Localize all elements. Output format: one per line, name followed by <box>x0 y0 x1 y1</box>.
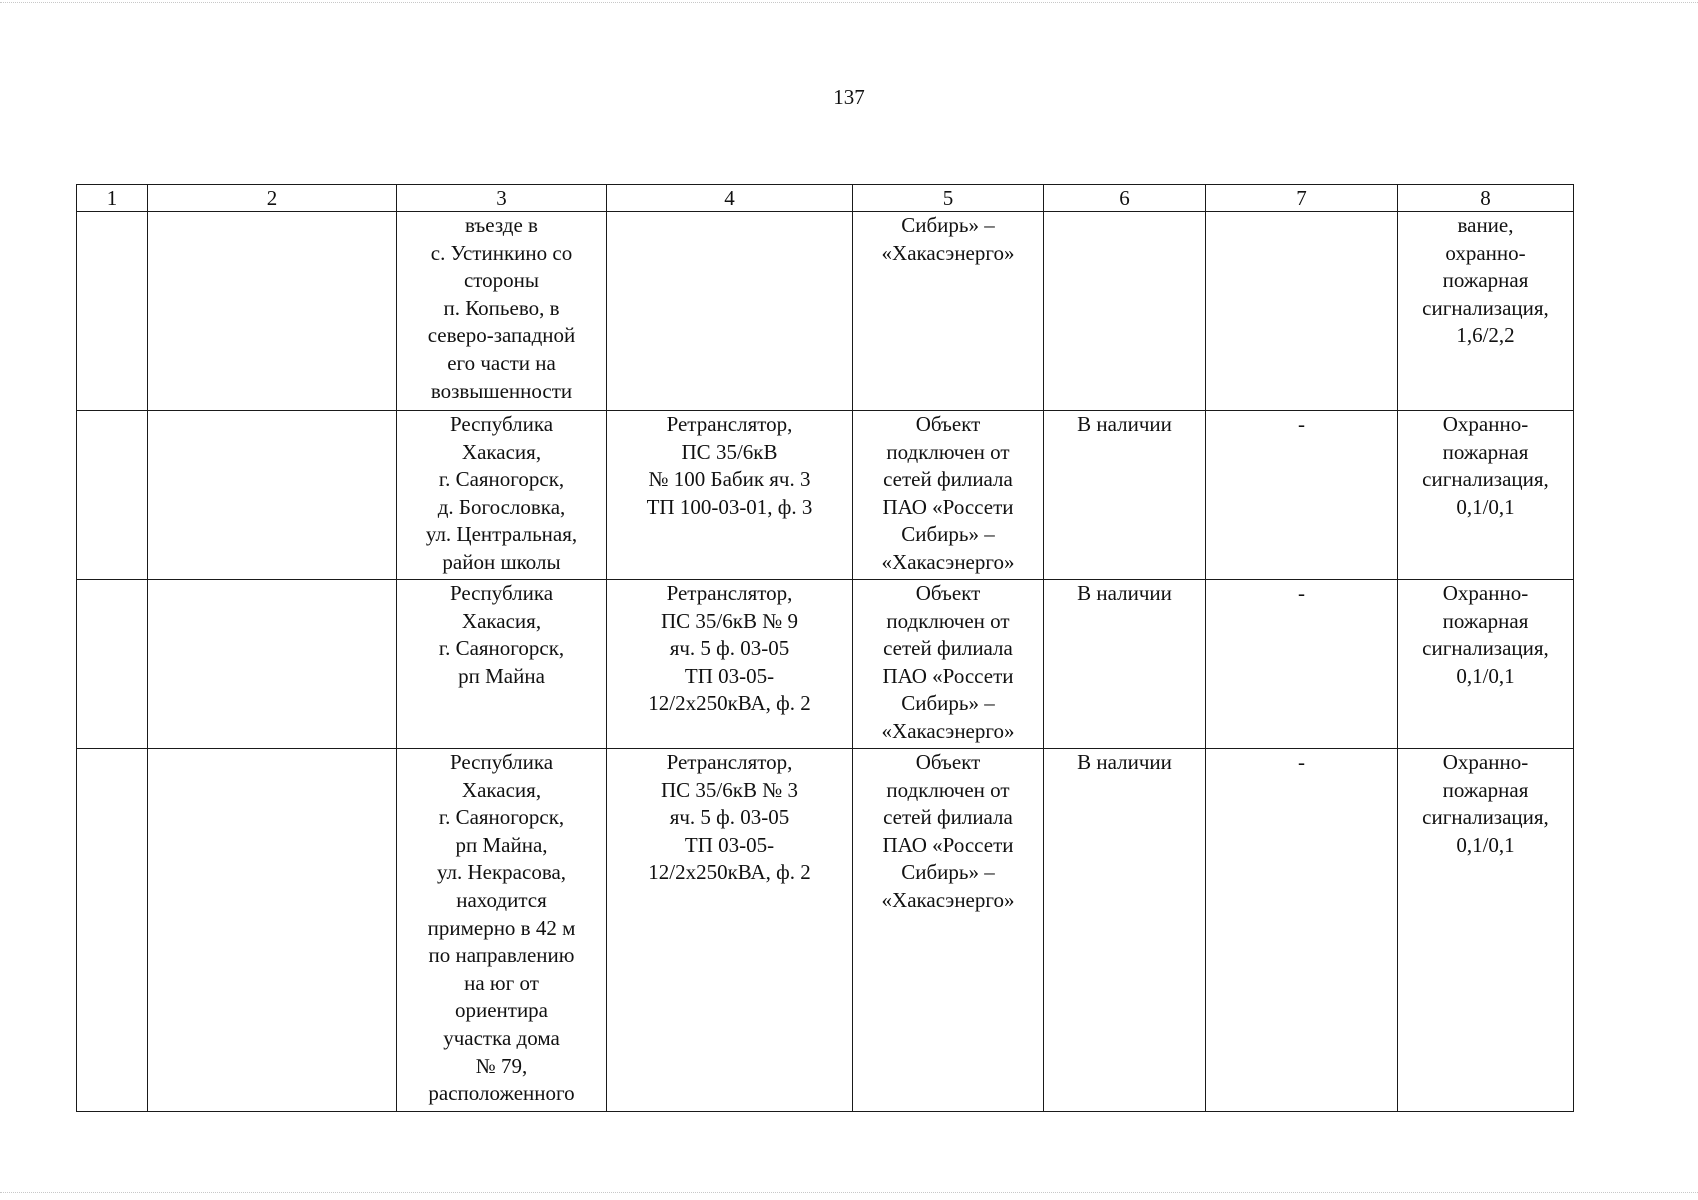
cell-address: Республика Хакасия, г. Саяногорск, рп Майна, ул. Некрасова, находится примерно в 42 м по направлению на юг от ориентира участка дома № 79, расположенного <box>397 749 607 1112</box>
column-header-6: 6 <box>1044 185 1206 212</box>
cell-power-source: Объект подключен от сетей филиала ПАО «Россети Сибирь» – «Хакасэнерго» <box>853 580 1044 749</box>
cell-address: Республика Хакасия, г. Саяногорск, д. Богословка, ул. Центральная, район школы <box>397 411 607 580</box>
column-header-5: 5 <box>853 185 1044 212</box>
cell-security: вание, охранно- пожарная сигнализация, 1,6/2,2 <box>1398 212 1574 411</box>
column-header-4: 4 <box>607 185 853 212</box>
cell-power-source: Объект подключен от сетей филиала ПАО «Россети Сибирь» – «Хакасэнерго» <box>853 411 1044 580</box>
cell-security: Охранно- пожарная сигнализация, 0,1/0,1 <box>1398 411 1574 580</box>
cell-name <box>148 749 397 1112</box>
cell-number <box>77 580 148 749</box>
table-row <box>77 749 1574 1112</box>
cell-col7: - <box>1206 580 1398 749</box>
cell-availability: В наличии <box>1044 749 1206 1112</box>
scan-noise-bottom <box>0 1192 1698 1194</box>
cell-equipment: Ретранслятор, ПС 35/6кВ № 9 яч. 5 ф. 03-05 ТП 03-05- 12/2х250кВА, ф. 2 <box>607 580 853 749</box>
cell-power-source: Объект подключен от сетей филиала ПАО «Россети Сибирь» – «Хакасэнерго» <box>853 749 1044 1112</box>
cell-availability <box>1044 212 1206 411</box>
cell-col7: - <box>1206 749 1398 1112</box>
column-header-3: 3 <box>397 185 607 212</box>
data-table <box>76 184 1574 1112</box>
cell-power-source: Сибирь» – «Хакасэнерго» <box>853 212 1044 411</box>
cell-address: Республика Хакасия, г. Саяногорск, рп Майна <box>397 580 607 749</box>
page-number: 137 <box>833 85 865 109</box>
cell-number <box>77 749 148 1112</box>
cell-security: Охранно- пожарная сигнализация, 0,1/0,1 <box>1398 749 1574 1112</box>
cell-name <box>148 411 397 580</box>
scan-noise-top <box>0 2 1698 4</box>
cell-security: Охранно- пожарная сигнализация, 0,1/0,1 <box>1398 580 1574 749</box>
cell-number <box>77 212 148 411</box>
cell-col7 <box>1206 212 1398 411</box>
cell-equipment: Ретранслятор, ПС 35/6кВ № 100 Бабик яч. 3 ТП 100-03-01, ф. 3 <box>607 411 853 580</box>
cell-availability: В наличии <box>1044 411 1206 580</box>
cell-address: въезде в с. Устинкино со стороны п. Копьево, в северо-западной его части на возвышенности <box>397 212 607 411</box>
table-row <box>77 411 1574 580</box>
column-header-7: 7 <box>1206 185 1398 212</box>
column-header-2: 2 <box>148 185 397 212</box>
column-header-1: 1 <box>77 185 148 212</box>
cell-availability: В наличии <box>1044 580 1206 749</box>
header-row <box>77 185 1574 212</box>
cell-equipment <box>607 212 853 411</box>
cell-equipment: Ретранслятор, ПС 35/6кВ № 3 яч. 5 ф. 03-05 ТП 03-05- 12/2х250кВА, ф. 2 <box>607 749 853 1112</box>
cell-name <box>148 580 397 749</box>
column-header-8: 8 <box>1398 185 1574 212</box>
cell-number <box>77 411 148 580</box>
table-row <box>77 212 1574 411</box>
table-row <box>77 580 1574 749</box>
cell-name <box>148 212 397 411</box>
cell-col7: - <box>1206 411 1398 580</box>
